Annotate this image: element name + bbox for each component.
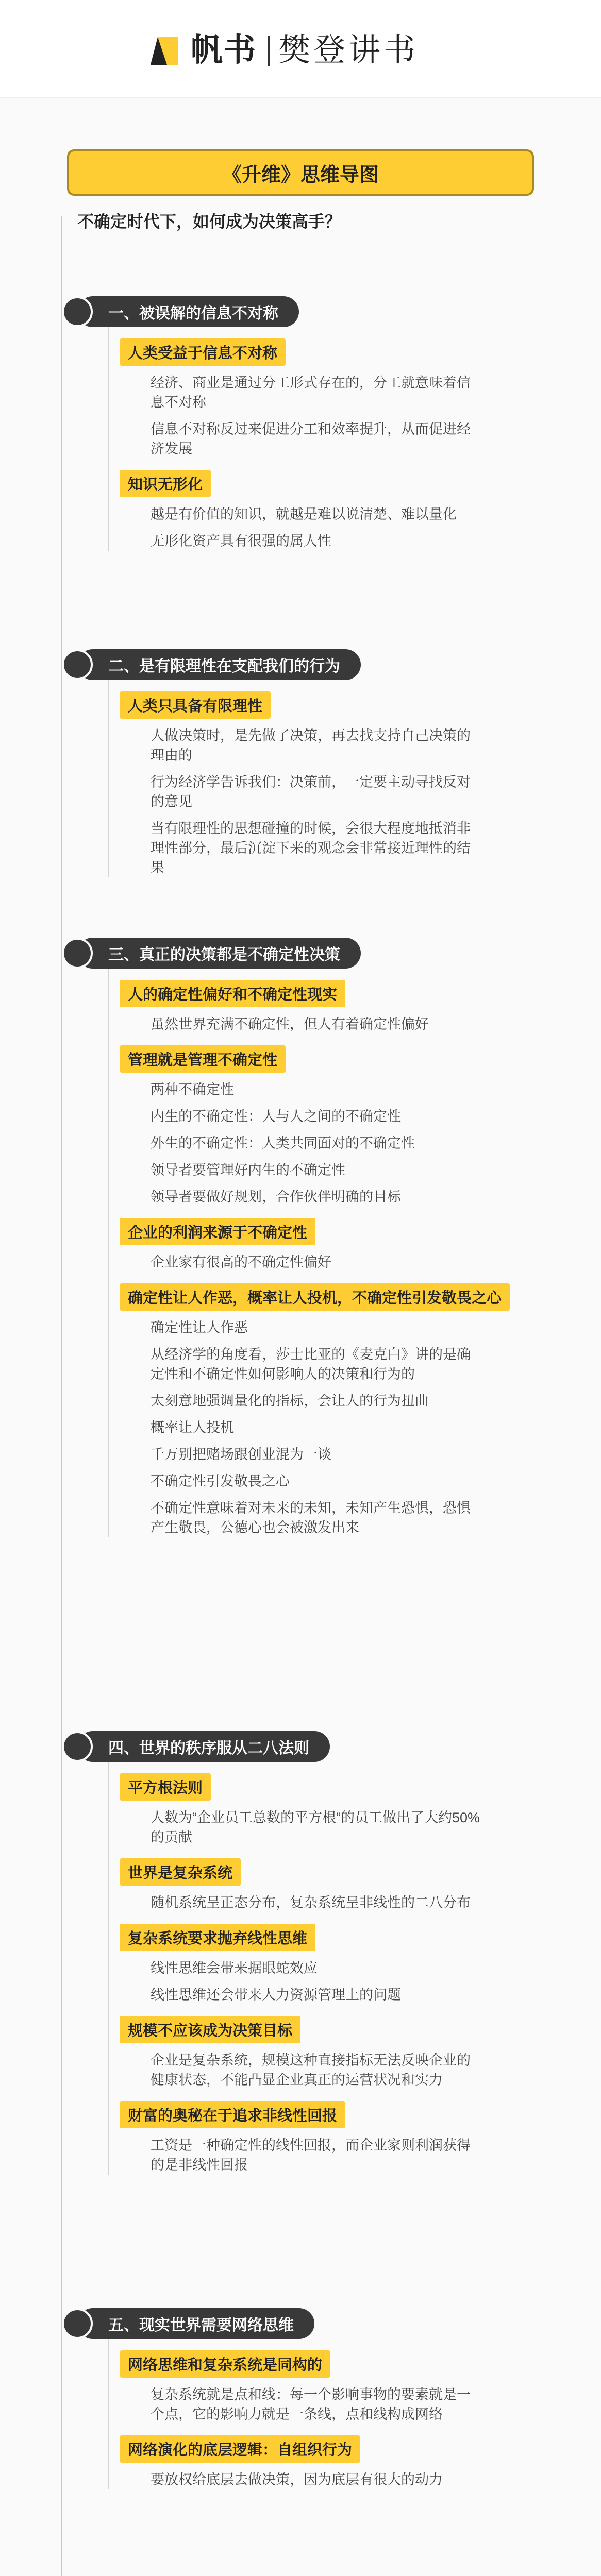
leaf-node: 当有限理性的思想碰撞的时候，会很大程度地抵消非理性部分，最后沉淀下来的观念会非常接近理性的结果 [151,821,471,875]
leaf-node: 要放权给底层去做决策，因为底层有很大的动力 [151,2472,443,2487]
branch-title: 人类受益于信息不对称 [120,338,286,366]
section-header [77,938,361,969]
section-header [77,2308,314,2339]
section-node-dot [62,938,93,969]
section-label: 一、被误解的信息不对称 [108,305,278,322]
branch-title: 复杂系统要求抛弃线性思维 [120,1924,315,1951]
branch-title: 世界是复杂系统 [120,1858,241,1886]
branch-group [108,1272,593,1537]
brand-logo-icon [147,34,181,68]
branch-group [108,327,593,459]
branch-title: 网络演化的底层逻辑：自组织行为 [120,2435,360,2463]
branch-title: 财富的奥秘在于追求非线性回报 [120,2101,345,2128]
leaf-node: 领导者要做好规划，合作伙伴明确的目标 [151,1189,401,1205]
leaf-node: 行为经济学告诉我们：决策前，一定要主动寻找反对的意见 [151,774,471,809]
brand-subtitle: 樊登讲书 [278,32,419,68]
branch-group [108,969,593,1034]
branch-title: 管理就是管理不确定性 [120,1045,286,1073]
section-4 [77,1731,593,2175]
leaf-node: 越是有价值的知识，就越是难以说清楚、难以量化 [151,506,457,522]
leaf-node: 确定性让人作恶 [151,1320,248,1335]
section-node-dot [62,649,93,680]
section-5 [77,2308,593,2489]
leaf-node: 外生的不确定性：人类共同面对的不确定性 [151,1136,415,1151]
leaf-node: 线性思维还会带来人力资源管理上的问题 [151,1987,401,2003]
branch-title: 人的确定性偏好和不确定性现实 [120,980,345,1007]
section-header [77,1731,330,1762]
branch-title: 规模不应该成为决策目标 [120,2016,300,2043]
leaf-node: 复杂系统就是点和线：每一个影响事物的要素就是一个点，它的影响力就是一条线，点和线构成网络 [151,2387,471,2422]
leaf-node: 不确定性意味着对未来的未知，未知产生恐惧，恐惧产生敬畏，公德心也会被激发出来 [151,1500,471,1535]
branch-title: 网络思维和复杂系统是同构的 [120,2350,330,2378]
leaf-node: 从经济学的角度看，莎士比亚的《麦克白》讲的是确定性和不确定性如何影响人的决策和行为的 [151,1347,471,1382]
branch-group [108,459,593,551]
leaf-node: 不确定性引发敬畏之心 [151,1473,290,1489]
branch-title: 确定性让人作恶，概率让人投机，不确定性引发敬畏之心 [120,1283,510,1311]
app-header [0,0,601,98]
branch-group [108,1207,593,1272]
section-label: 四、世界的秩序服从二八法则 [108,1740,309,1757]
section-node-dot [62,1731,93,1762]
section-3 [77,938,593,1537]
branch-group [108,2090,593,2175]
leaf-node: 工资是一种确定性的线性回报，而企业家则利润获得的是非线性回报 [151,2138,471,2173]
mind-map-title: 《升维》思维导图 [222,164,379,186]
section-1 [77,296,593,551]
leaf-node: 虽然世界充满不确定性，但人有着确定性偏好 [151,1016,429,1032]
leaf-node: 太刻意地强调量化的指标，会让人的行为扭曲 [151,1393,429,1409]
branch-group [108,2424,593,2489]
brand-name: 帆书 [191,32,257,68]
branch-group [108,1034,593,1207]
leaf-node: 两种不确定性 [151,1082,234,1097]
branch-title: 企业的利润来源于不确定性 [120,1218,315,1245]
section-node-dot [62,296,93,327]
leaf-node: 人做决策时，是先做了决策，再去找支持自己决策的理由的 [151,728,471,763]
branch-title: 人类只具备有限理性 [120,691,271,719]
branch-group [108,1762,593,1847]
leaf-node: 随机系统呈正态分布，复杂系统呈非线性的二八分布 [151,1895,471,1910]
branch-group [108,1847,593,1912]
section-node-dot [62,2308,93,2339]
branch-group [108,2339,593,2424]
leaf-node: 千万别把赌场跟创业混为一谈 [151,1447,331,1462]
leaf-node: 线性思维会带来据眼蛇效应 [151,1960,318,1976]
root-question: 不确定时代下，如何成为决策高手？ [77,212,342,231]
leaf-node: 企业是复杂系统，规模这种直接指标无法反映企业的健康状态，不能凸显企业真正的运营状况和实力 [151,2053,471,2088]
mind-map-title-box [67,149,534,196]
section-label: 三、真正的决策都是不确定性决策 [108,946,340,963]
section-label: 五、现实世界需要网络思维 [108,2317,294,2334]
brand-divider [268,36,270,66]
section-header [77,649,361,680]
leaf-node: 人数为“企业员工总数的平方根”的员工做出了大约50%的贡献 [151,1810,480,1845]
leaf-node: 概率让人投机 [151,1420,234,1435]
branch-title: 平方根法则 [120,1773,211,1801]
leaf-node: 信息不对称反过来促进分工和效率提升，从而促进经济发展 [151,421,471,456]
section-2 [77,649,593,877]
mind-map-spine [61,216,62,2576]
branch-group [108,1912,593,2005]
section-header [77,296,299,327]
branch-title: 知识无形化 [120,470,211,497]
leaf-node: 经济、商业是通过分工形式存在的，分工就意味着信息不对称 [151,375,471,410]
leaf-node: 领导者要管理好内生的不确定性 [151,1162,345,1178]
branch-group [108,680,593,877]
branch-group [108,2005,593,2090]
section-label: 二、是有限理性在支配我们的行为 [108,658,340,675]
leaf-node: 无形化资产具有很强的属人性 [151,533,331,549]
leaf-node: 企业家有很高的不确定性偏好 [151,1255,331,1270]
leaf-node: 内生的不确定性：人与人之间的不确定性 [151,1109,401,1124]
